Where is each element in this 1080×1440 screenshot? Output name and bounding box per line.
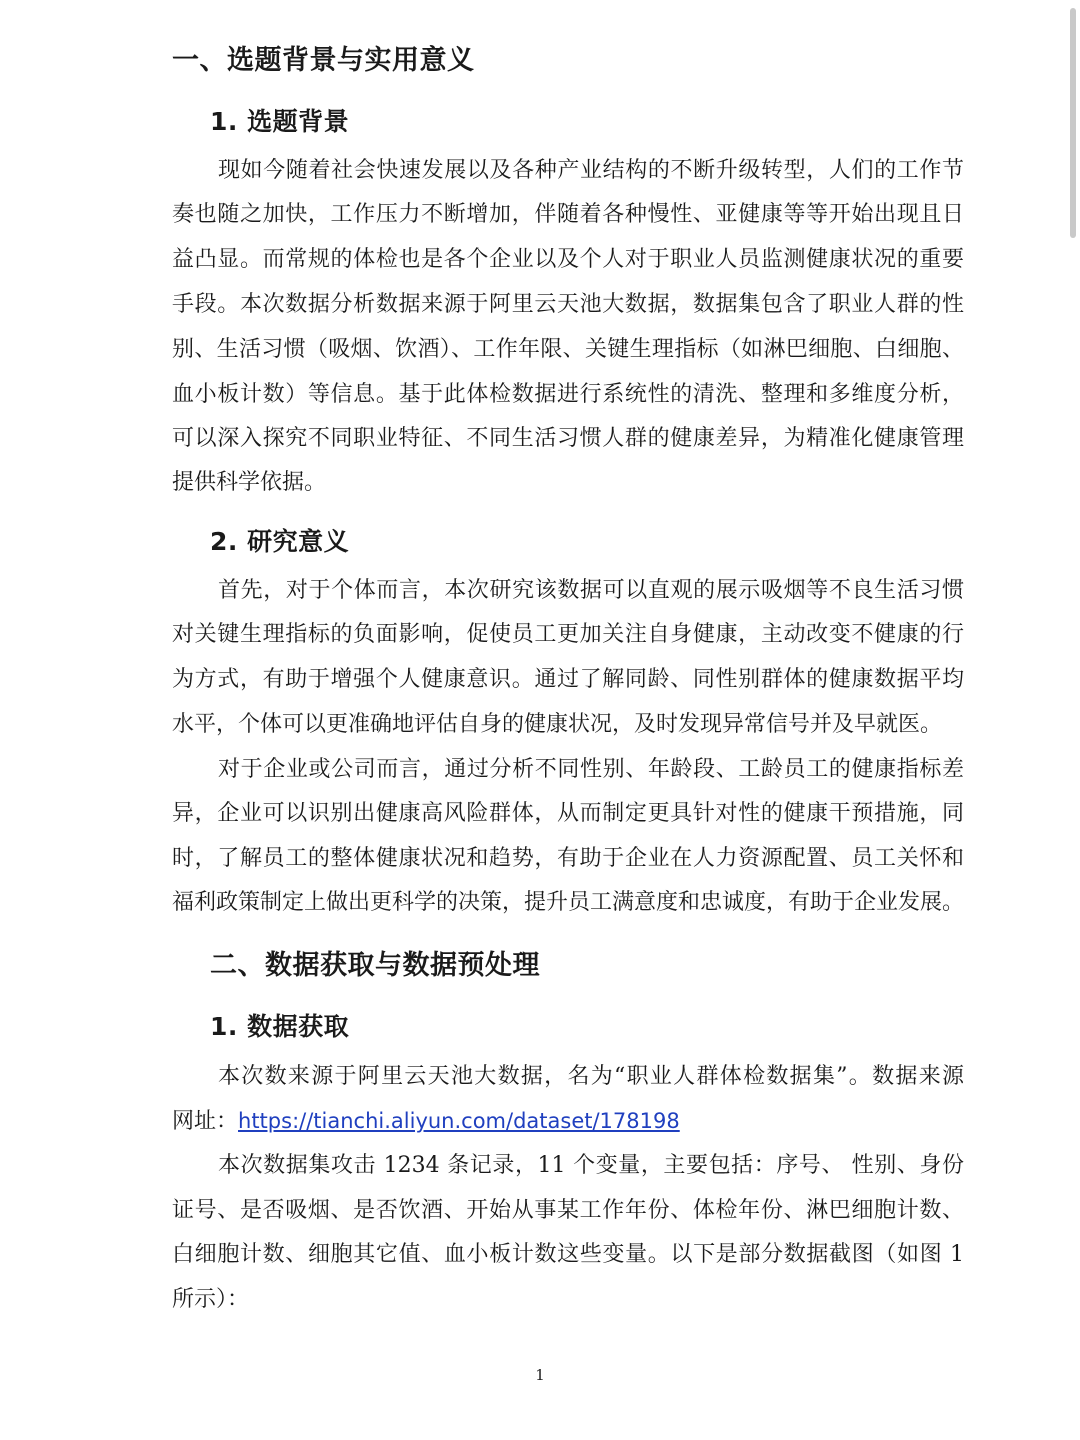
- scrollbar-thumb[interactable]: [1070, 8, 1076, 238]
- paragraph-line: 为方式，有助于增强个人健康意识。通过了解同龄、同性别群体的健康数据平均: [172, 667, 964, 692]
- paragraph-line: 对关键生理指标的负面影响，促使员工更加关注自身健康，主动改变不健康的行: [172, 622, 964, 647]
- paragraph-line: 福利政策制定上做出更科学的决策，提升员工满意度和忠诚度，有助于企业发展。: [172, 890, 965, 915]
- dataset-link[interactable]: https://tianchi.aliyun.com/dataset/178198: [238, 1109, 680, 1133]
- section-heading-2: 二、数据获取与数据预处理: [210, 950, 540, 981]
- paragraph-line: 本次数据集攻击 1234 条记录，11 个变量，主要包括：序号、 性别、身份: [218, 1153, 964, 1178]
- paragraph-line: 对于企业或公司而言，通过分析不同性别、年龄段、工龄员工的健康指标差: [218, 757, 964, 782]
- paragraph-line: 别、生活习惯（吸烟、饮酒）、工作年限、关键生理指标（如淋巴细胞、白细胞、: [172, 337, 964, 362]
- source-url-line: [172, 1106, 964, 1137]
- paragraph-line: 手段。本次数据分析数据来源于阿里云天池大数据，数据集包含了职业人群的性: [172, 292, 964, 317]
- subsection-heading-background: 1. 选题背景: [210, 107, 350, 136]
- subsection-heading-significance: 2. 研究意义: [210, 527, 350, 556]
- url-prefix: 网址：: [172, 1109, 239, 1134]
- paragraph-line: 证号、是否吸烟、是否饮酒、开始从事某工作年份、体检年份、淋巴细胞计数、: [172, 1198, 964, 1223]
- paragraph-line: 奏也随之加快，工作压力不断增加，伴随着各种慢性、亚健康等等开始出现且日: [172, 202, 964, 227]
- paragraph-line: 白细胞计数、细胞其它值、血小板计数这些变量。以下是部分数据截图（如图 1: [172, 1242, 964, 1267]
- subsection-heading-data-acquisition: 1. 数据获取: [210, 1012, 350, 1041]
- paragraph-line: 异，企业可以识别出健康高风险群体，从而制定更具针对性的健康干预措施，同: [172, 801, 964, 826]
- paragraph-line: 所示）：: [172, 1287, 250, 1312]
- paragraph-line: 本次数来源于阿里云天池大数据，名为“职业人群体检数据集”。数据来源: [218, 1064, 964, 1089]
- paragraph-line: 时，了解员工的整体健康状况和趋势，有助于企业在人力资源配置、员工关怀和: [172, 846, 964, 871]
- section-heading-1: 一、选题背景与实用意义: [172, 45, 475, 76]
- paragraph-line: 现如今随着社会快速发展以及各种产业结构的不断升级转型，人们的工作节: [218, 158, 964, 183]
- paragraph-line: 提供科学依据。: [172, 470, 327, 495]
- vertical-scrollbar[interactable]: [1066, 0, 1080, 1440]
- page-number: 1: [535, 1366, 545, 1384]
- paragraph-line: 血小板计数）等信息。基于此体检数据进行系统性的清洗、整理和多维度分析，: [172, 382, 964, 407]
- paragraph-line: 水平，个体可以更准确地评估自身的健康状况，及时发现异常信号并及早就医。: [172, 712, 943, 737]
- paragraph-line: 益凸显。而常规的体检也是各个企业以及个人对于职业人员监测健康状况的重要: [172, 247, 964, 272]
- paragraph-line: 可以深入探究不同职业特征、不同生活习惯人群的健康差异，为精准化健康管理: [172, 426, 964, 451]
- paragraph-line: 首先，对于个体而言，本次研究该数据可以直观的展示吸烟等不良生活习惯: [218, 578, 964, 603]
